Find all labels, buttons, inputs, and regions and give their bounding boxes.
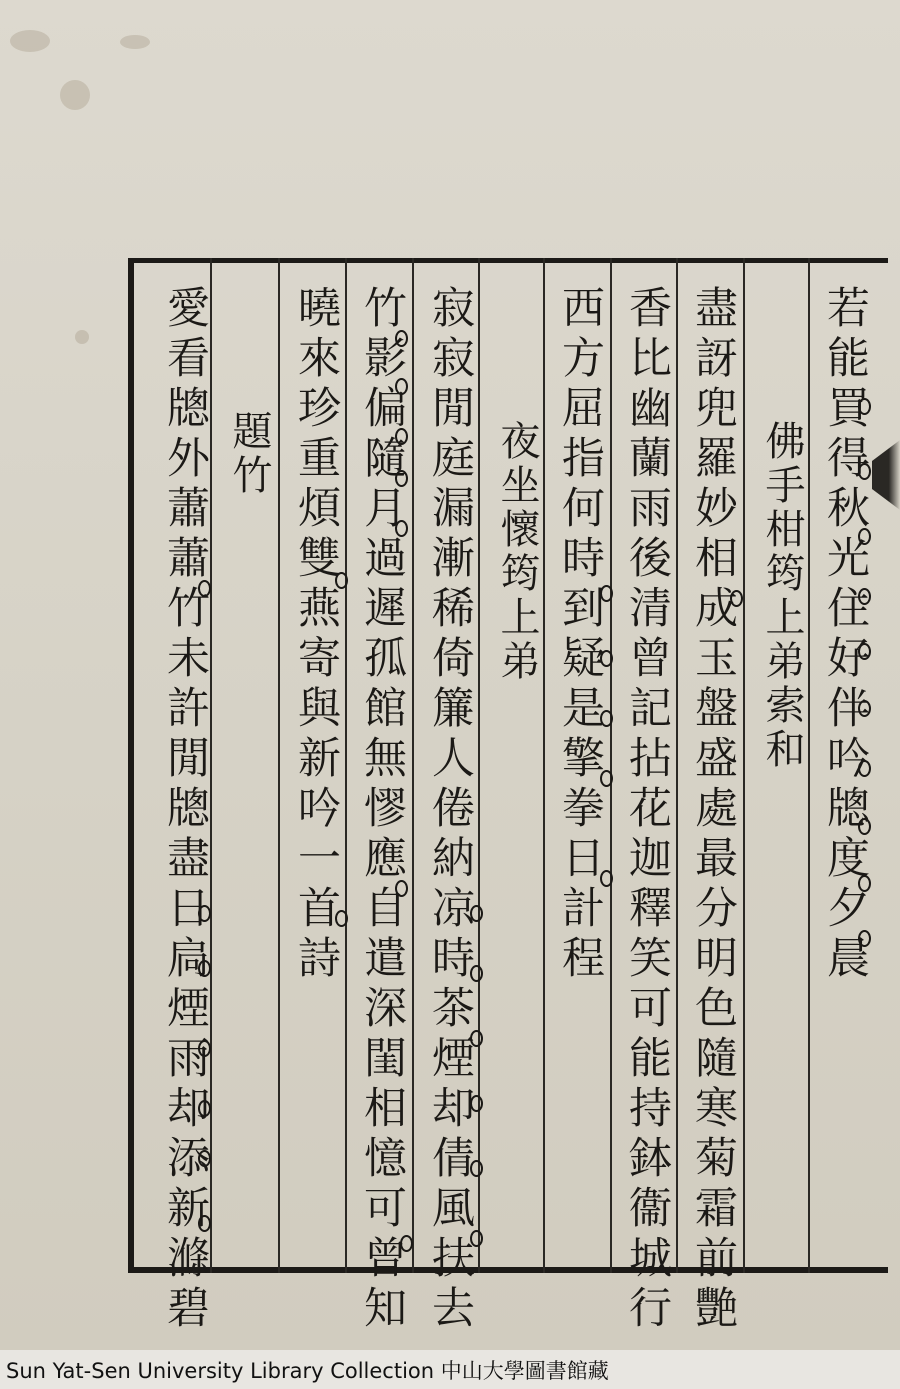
punctuation-circle [858,700,871,717]
punctuation-circle [858,643,871,660]
text-column-8: 愛看牕外蕭蕭竹未許閒牕盡日扃煙雨却添新滌碧 [160,285,210,1335]
punctuation-circle [858,875,871,892]
punctuation-circle [470,905,483,922]
punctuation-circle [730,590,743,607]
punctuation-circle [470,965,483,982]
punctuation-circle [600,710,613,727]
punctuation-circle [395,520,408,537]
punctuation-circle [198,1215,211,1232]
column-rule [743,258,745,1273]
punctuation-circle [335,910,348,927]
punctuation-circle [198,580,211,597]
punctuation-circle [858,930,871,947]
punctuation-circle [470,1095,483,1112]
punctuation-circle [600,770,613,787]
text-column-5: 寂寂閒庭漏漸稀倚簾人倦納凉時茶煙却倩風扶去 [425,285,475,1335]
punctuation-circle [395,880,408,897]
punctuation-circle [395,470,408,487]
column-rule [543,258,545,1273]
punctuation-circle [198,905,211,922]
punctuation-circle [395,330,408,347]
punctuation-circle [395,428,408,445]
punctuation-circle [600,585,613,602]
punctuation-circle [400,1235,413,1252]
punctuation-circle [198,1100,211,1117]
text-column-2: 盡訝兜羅妙相成玉盤盛處最分明色隨寒菊霜前艷 [688,285,738,1335]
punctuation-circle [470,1030,483,1047]
text-column-1: 若能買得秋光住好伴吟牕度夕晨 [820,285,870,985]
punctuation-circle [858,463,871,480]
punctuation-circle [198,960,211,977]
text-column-7: 曉來珍重煩雙燕寄與新吟一首詩 [291,285,341,985]
poem-title-1: 佛手柑筠上弟索和 [759,420,805,772]
punctuation-circle [335,572,348,589]
poem-title-3: 題竹 [226,410,272,498]
column-rule [412,258,414,1273]
punctuation-circle [198,1040,211,1057]
paper-stain [75,330,89,344]
collection-footer [0,1350,900,1389]
punctuation-circle [470,1230,483,1247]
punctuation-circle [858,588,871,605]
punctuation-circle [858,818,871,835]
poem-title-2: 夜坐懷筠上弟 [494,420,540,684]
paper-stain [60,80,90,110]
punctuation-circle [858,528,871,545]
punctuation-circle [600,650,613,667]
paper-stain [10,30,50,52]
column-rule [610,258,612,1273]
punctuation-circle [470,1160,483,1177]
punctuation-circle [858,760,871,777]
punctuation-circle [858,398,871,415]
text-column-6: 竹影偏隨月過遲孤館無憀應自遣深閨相憶可曾知 [357,285,407,1335]
punctuation-circle [600,870,613,887]
collection-credit: Sun Yat-Sen University Library Collection 中山大學圖書館藏 [6,1358,609,1383]
text-column-4: 西方屈指何時到疑是擎拳日計程 [555,285,605,985]
punctuation-circle [198,1150,211,1167]
punctuation-circle [395,378,408,395]
text-column-3: 香比幽蘭雨後清曾記拈花迦釋笑可能持鉢衞城行 [622,285,672,1335]
paper-stain [120,35,150,49]
